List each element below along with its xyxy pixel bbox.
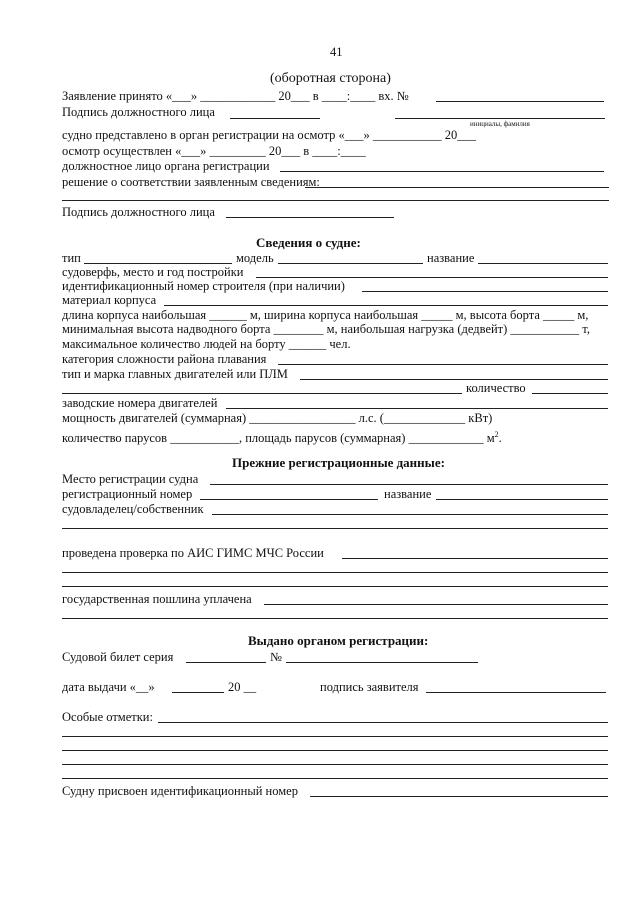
- decision-label: решение о соответствии заявленным сведениям:: [62, 175, 320, 189]
- vessel-type-line[interactable]: [84, 263, 232, 264]
- previous-reg-number-label: регистрационный номер: [62, 487, 193, 501]
- issue-date-label: дата выдачи «__»: [62, 680, 155, 694]
- previous-place-label: Место регистрации судна: [62, 472, 199, 486]
- inspection-done: осмотр осуществлен «___» _________ 20___ в ____:____: [62, 144, 366, 158]
- hull-material-line[interactable]: [164, 305, 608, 306]
- check-line-3[interactable]: [62, 586, 608, 587]
- previous-place-line[interactable]: [210, 484, 608, 485]
- special-marks-line-5[interactable]: [62, 778, 608, 779]
- id-assigned-label: Судну присвоен идентификационный номер: [62, 784, 298, 798]
- page-subtitle: (оборотная сторона): [270, 71, 391, 86]
- engines-label: тип и марка главных двигателей или ПЛМ: [62, 367, 288, 381]
- vessel-type-label: тип: [62, 251, 81, 265]
- fee-line-1[interactable]: [264, 604, 608, 605]
- shipyard-line[interactable]: [256, 277, 608, 278]
- shipyard-label: судоверфь, место и год постройки: [62, 265, 244, 279]
- page-number: 41: [330, 45, 343, 59]
- ticket-label: Судовой билет серия: [62, 650, 174, 664]
- registration-official-line[interactable]: [280, 171, 604, 172]
- ticket-series-line[interactable]: [186, 662, 266, 663]
- fee-label: государственная пошлина уплачена: [62, 592, 252, 606]
- engine-numbers-line[interactable]: [226, 408, 608, 409]
- registration-official-label: должностное лицо органа регистрации: [62, 159, 270, 173]
- applicant-signature-label: подпись заявителя: [320, 680, 419, 694]
- vessel-name-line[interactable]: [478, 263, 608, 264]
- area-category-line[interactable]: [278, 364, 608, 365]
- area-category-label: категория сложности района плавания: [62, 352, 267, 366]
- engines-line-1[interactable]: [300, 379, 608, 380]
- previous-owner-line-1[interactable]: [212, 514, 608, 515]
- official-signature-line[interactable]: [230, 118, 320, 119]
- fee-line-2[interactable]: [62, 618, 608, 619]
- ticket-number-sign: №: [270, 650, 282, 664]
- vessel-name-label: название: [427, 251, 475, 265]
- engine-numbers-label: заводские номера двигателей: [62, 396, 218, 410]
- engine-power: мощность двигателей (суммарная) _________________ л.с. (_____________ кВт): [62, 411, 493, 425]
- special-marks-label: Особые отметки:: [62, 710, 153, 724]
- special-marks-line-3[interactable]: [62, 750, 608, 751]
- check-label: проведена проверка по АИС ГИМС МЧС России: [62, 546, 324, 560]
- decision-line-2[interactable]: [62, 200, 609, 201]
- freeboard-deadweight: минимальная высота надводного борта ________ м, наибольшая нагрузка (дедвейт) ___________ т,: [62, 322, 590, 336]
- special-marks-line-2[interactable]: [62, 736, 608, 737]
- initials-note: инициалы, фамилия: [470, 120, 530, 128]
- application-received: Заявление принято «___» ____________ 20___ в ____:____ вх. №: [62, 89, 409, 103]
- official-signature-label: Подпись должностного лица: [62, 105, 215, 119]
- issued-heading: Выдано органом регистрации:: [248, 633, 429, 648]
- builder-id-line[interactable]: [362, 291, 608, 292]
- sails: количество парусов ___________, площадь парусов (суммарная) ____________ $м^2$.: [62, 430, 502, 446]
- applicant-signature-line[interactable]: [426, 692, 606, 693]
- official-signature-2-line[interactable]: [226, 217, 394, 218]
- hull-dimensions: длина корпуса наибольшая ______ м, ширина корпуса наибольшая _____ м, высота борта _____ м,: [62, 308, 589, 322]
- vessel-model-label: модель: [236, 251, 274, 265]
- initials-line[interactable]: [395, 118, 605, 119]
- previous-heading: Прежние регистрационные данные:: [232, 455, 445, 470]
- previous-owner-label: судовладелец/собственник: [62, 502, 204, 516]
- previous-owner-line-2[interactable]: [62, 528, 608, 529]
- quantity-line[interactable]: [532, 393, 608, 394]
- official-signature-2-label: Подпись должностного лица: [62, 205, 215, 219]
- engines-line-2[interactable]: [62, 393, 462, 394]
- vessel-heading: Сведения о судне:: [256, 235, 361, 250]
- issue-date-line[interactable]: [172, 692, 224, 693]
- id-assigned-line[interactable]: [310, 796, 608, 797]
- decision-line-1[interactable]: [305, 187, 609, 188]
- vessel-presented: судно представлено в орган регистрации на осмотр «___» ___________ 20___: [62, 128, 476, 142]
- quantity-label: количество: [466, 381, 526, 395]
- previous-name-line[interactable]: [436, 499, 608, 500]
- builder-id-label: идентификационный номер строителя (при наличии): [62, 279, 345, 293]
- check-line-2[interactable]: [62, 572, 608, 573]
- application-number-line[interactable]: [436, 101, 604, 102]
- hull-material-label: материал корпуса: [62, 293, 157, 307]
- ticket-number-line[interactable]: [286, 662, 478, 663]
- previous-name-label: название: [384, 487, 432, 501]
- max-people: максимальное количество людей на борту ______ чел.: [62, 337, 351, 351]
- issue-year: 20 __: [228, 680, 257, 694]
- previous-reg-number-line[interactable]: [200, 499, 378, 500]
- special-marks-line-4[interactable]: [62, 764, 608, 765]
- special-marks-line-1[interactable]: [158, 722, 608, 723]
- vessel-model-line[interactable]: [278, 263, 423, 264]
- check-line-1[interactable]: [342, 558, 608, 559]
